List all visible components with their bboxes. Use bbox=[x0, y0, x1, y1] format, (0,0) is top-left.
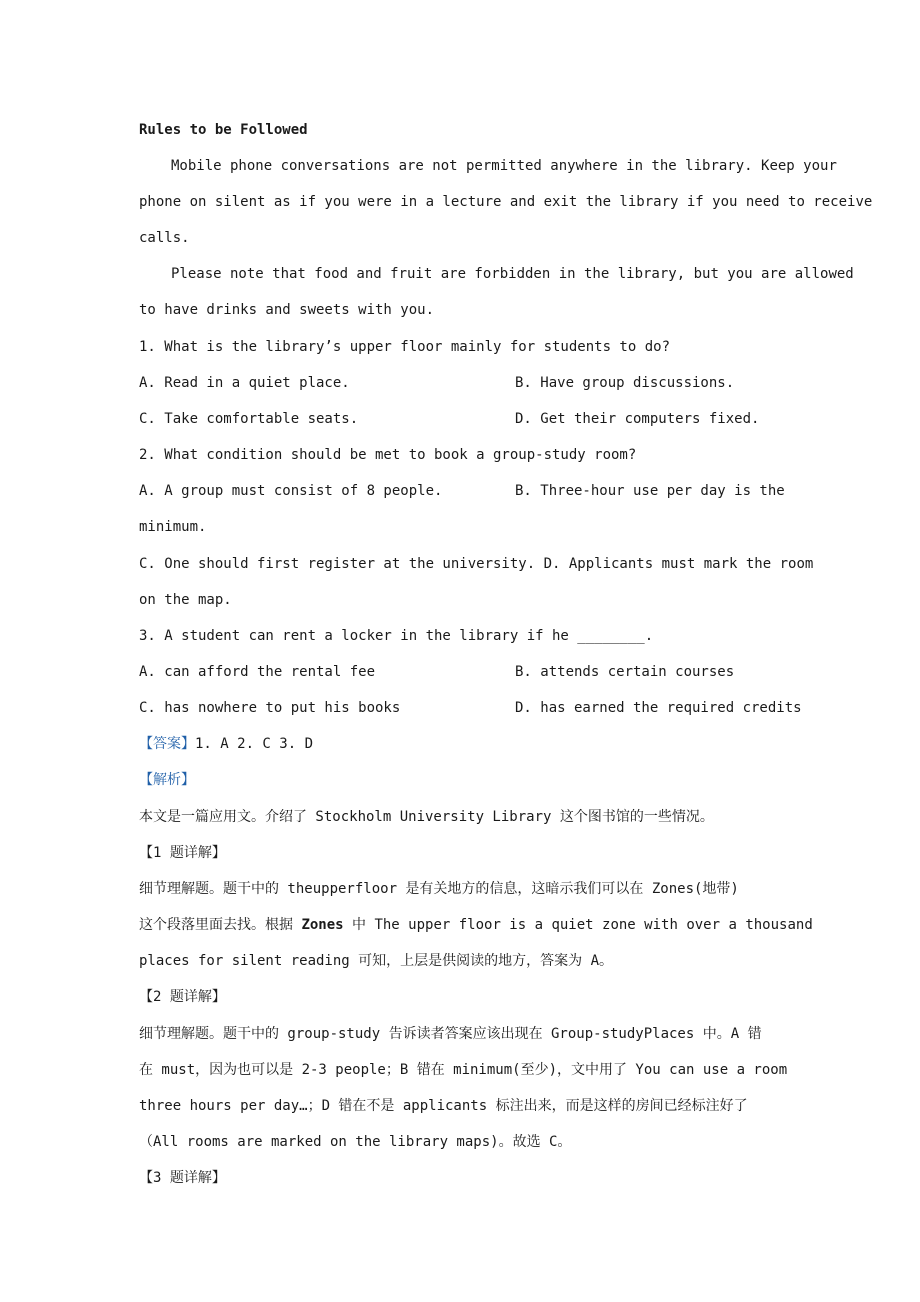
detail-1-zones-bold: Zones bbox=[301, 917, 344, 933]
detail-2-heading: 【2 题详解】 bbox=[139, 989, 226, 1005]
rules-paragraph-1-line-2: phone on silent as if you were in a lecture and exit the library if you need to receive bbox=[139, 194, 873, 210]
detail-1-line-2 bbox=[139, 916, 813, 934]
detail-2-line-1: 细节理解题。题干中的 group-study 告诉读者答案应该出现在 Group-studyPlaces 中。A 错 bbox=[139, 1026, 762, 1042]
question-3-option-d: D. has earned the required credits bbox=[515, 700, 802, 716]
answer-label: 【答案】 bbox=[139, 736, 195, 752]
detail-1-line-1: 细节理解题。题干中的 theupperfloor 是有关地方的信息，这暗示我们可以在 Zones(地带) bbox=[139, 881, 739, 897]
question-2-option-b-continued: minimum. bbox=[139, 519, 207, 535]
detail-1-heading: 【1 题详解】 bbox=[139, 845, 226, 861]
rules-paragraph-2-line-1: Please note that food and fruit are forbidden in the library, but you are allowed bbox=[171, 266, 854, 282]
section-title: Rules to be Followed bbox=[139, 122, 308, 138]
detail-2-line-3: three hours per day…；D 错在不是 applicants 标注出来，而是这样的房间已经标注好了 bbox=[139, 1098, 748, 1114]
question-3-option-b: B. attends certain courses bbox=[515, 664, 735, 680]
rules-paragraph-2-line-2: to have drinks and sweets with you. bbox=[139, 302, 435, 318]
detail-1-line-2-pre: 这个段落里面去找。根据 bbox=[139, 917, 302, 933]
question-2-option-d-continued: on the map. bbox=[139, 592, 232, 608]
answer-text: 1. A 2. C 3. D bbox=[195, 736, 314, 752]
answer-line bbox=[139, 735, 313, 753]
detail-2-line-4: （All rooms are marked on the library maps)。故选 C。 bbox=[139, 1134, 572, 1150]
question-3-stem: 3. A student can rent a locker in the library if he ________. bbox=[139, 628, 654, 644]
analysis-intro: 本文是一篇应用文。介绍了 Stockholm University Library 这个图书馆的一些情况。 bbox=[139, 809, 714, 825]
rules-paragraph-1-line-3: calls. bbox=[139, 230, 190, 246]
detail-1-line-2-post: 中 The upper floor is a quiet zone with over a thousand bbox=[343, 917, 813, 933]
question-1-option-a: A. Read in a quiet place. bbox=[139, 375, 350, 391]
detail-3-heading: 【3 题详解】 bbox=[139, 1170, 226, 1186]
analysis-label: 【解析】 bbox=[139, 772, 195, 788]
question-2-option-a: A. A group must consist of 8 people. bbox=[139, 483, 443, 499]
question-1-option-d: D. Get their computers fixed. bbox=[515, 411, 760, 427]
detail-1-line-3: places for silent reading 可知，上层是供阅读的地方，答案为 A。 bbox=[139, 953, 614, 969]
question-2-stem: 2. What condition should be met to book a group-study room? bbox=[139, 447, 637, 463]
rules-paragraph-1-line-1: Mobile phone conversations are not permitted anywhere in the library. Keep your bbox=[171, 158, 837, 174]
question-1-option-b: B. Have group discussions. bbox=[515, 375, 735, 391]
question-1-stem: 1. What is the library’s upper floor mainly for students to do? bbox=[139, 339, 671, 355]
detail-2-line-2: 在 must，因为也可以是 2-3 people；B 错在 minimum(至少)，文中用了 You can use a room bbox=[139, 1062, 788, 1078]
question-3-option-c: C. has nowhere to put his books bbox=[139, 700, 401, 716]
question-3-option-a: A. can afford the rental fee bbox=[139, 664, 376, 680]
question-2-option-c-d: C. One should first register at the university. D. Applicants must mark the room bbox=[139, 556, 814, 572]
question-2-option-b: B. Three-hour use per day is the bbox=[515, 483, 785, 499]
question-1-option-c: C. Take comfortable seats. bbox=[139, 411, 359, 427]
